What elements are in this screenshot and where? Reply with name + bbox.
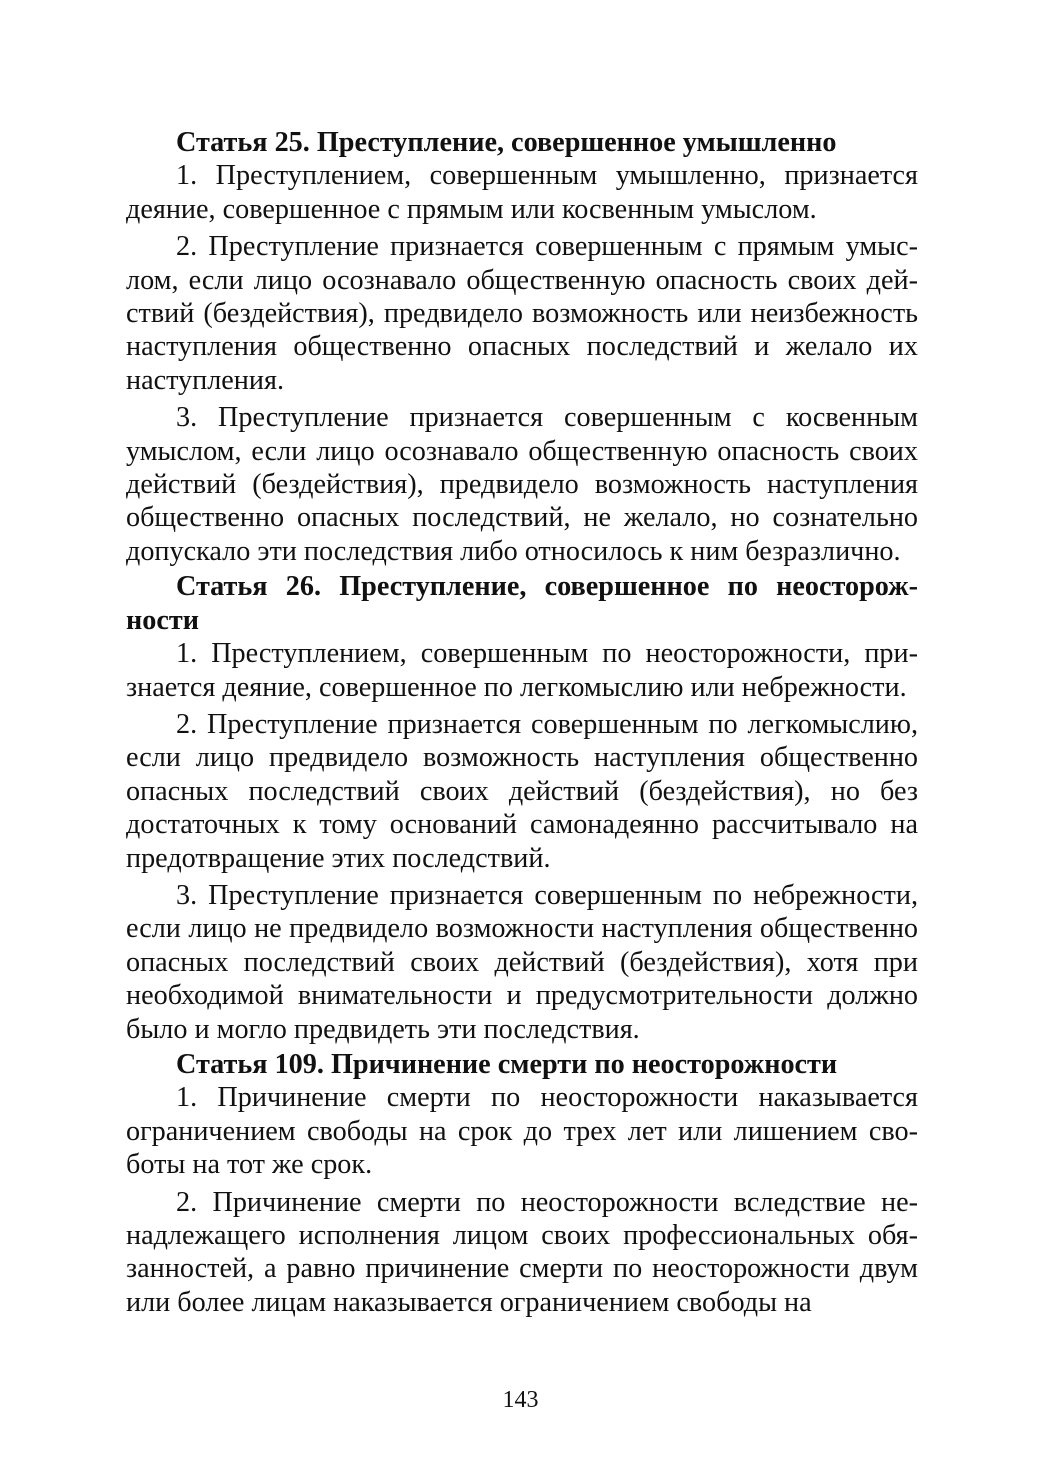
article-26-title: Статья 26. Преступление, совершенное по неосторожности xyxy=(126,571,918,636)
article-109 xyxy=(126,1048,918,1319)
article-109-title: Статья 109. Причинение смерти по неосторожности xyxy=(176,1048,838,1080)
article-26-paragraph-2: 2. Преступление признается совершенным по легкомыслию, если лицо предвидело возможность наступления общественно опасных последствий своих действий (бездействия), но без достаточных к тому оснований самонадеянно рассчитывало на предотвращение этих последствий. xyxy=(126,708,918,874)
article-25-paragraph-3: 3. Преступление признается совершенным с косвенным умыслом, если лицо осознавало общественную опасность своих действий (бездействия), предвидело возможность наступления общественно опасных последствий, не желало, но сознательно допускало эти последствия либо относилось к ним безразлично. xyxy=(126,402,918,567)
article-109-paragraph-1: 1. Причинение смерти по неосторожности наказывается ограничением свободы на срок до трех лет или лишением своботы на тот же срок. xyxy=(126,1082,918,1181)
article-26-paragraph-3: 3. Преступление признается совершенным по небрежности, если лицо не предвидело возможности наступления общественно опасных последствий своих действий (бездействия), хотя при необходимой внимательности и предусмотрительности должно было и могло предвидеть эти последствия. xyxy=(126,879,918,1045)
article-26 xyxy=(126,570,918,1046)
article-109-paragraph-2: 2. Причинение смерти по неосторожности вследствие ненадлежащего исполнения лицом своих профессиональных обязанностей, а равно причинение смерти по неосторожности двум или более лицам наказывается ограничением свободы на xyxy=(126,1186,918,1318)
article-25-paragraph-1: 1. Преступлением, совершенным умышленно, признается деяние, совершенное с прямым или косвенным умыслом. xyxy=(126,160,918,225)
article-25-title: Статья 25. Преступление, совершенное умышленно xyxy=(176,127,837,158)
article-25 xyxy=(126,126,918,568)
article-25-paragraph-2: 2. Преступление признается совершенным с прямым умыслом, если лицо осознавало общественную опасность своих действий (бездействия), предвидело возможность или неизбежность наступления общественно опасных последствий и желало их наступления. xyxy=(126,231,918,396)
document-page xyxy=(126,126,918,1323)
page-number: 143 xyxy=(502,1387,539,1413)
article-26-paragraph-1: 1. Преступлением, совершенным по неосторожности, признается деяние, совершенное по легкомыслию или небрежности. xyxy=(126,638,918,703)
